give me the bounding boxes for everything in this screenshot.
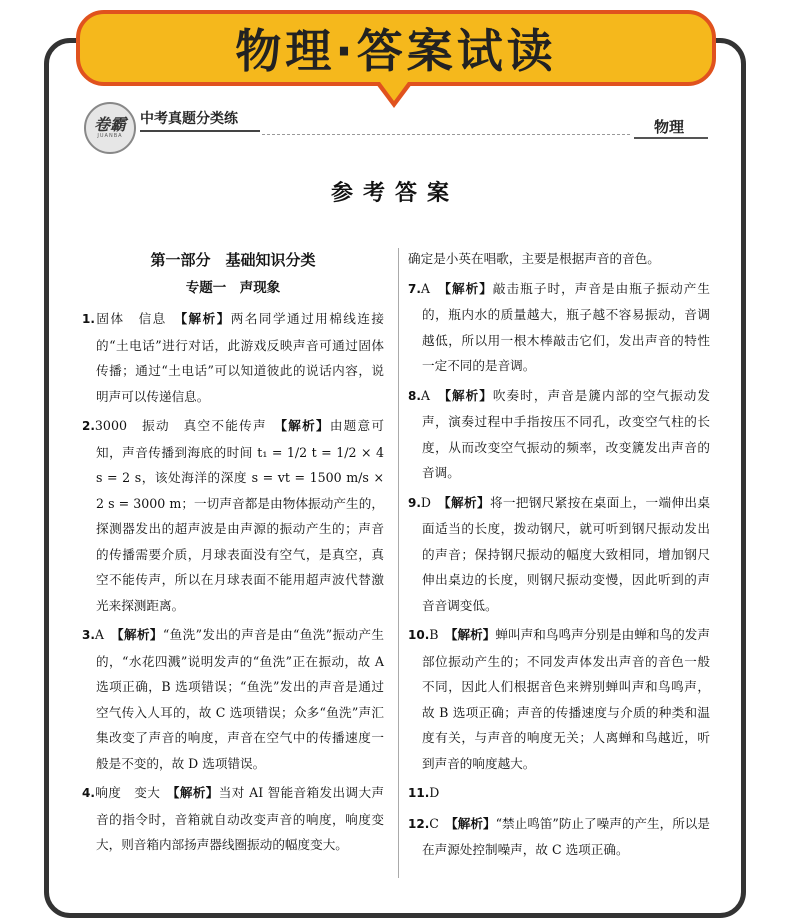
doc-title: 参考答案 bbox=[330, 181, 459, 206]
item-number: 9. bbox=[408, 495, 421, 510]
analysis-tag: 【解析】 bbox=[117, 627, 163, 642]
banner-pointer-fill bbox=[380, 82, 408, 101]
item-answer: D bbox=[429, 785, 440, 800]
left-column bbox=[82, 246, 384, 862]
answer-item-11 bbox=[408, 780, 710, 807]
answer-item-7 bbox=[408, 276, 710, 379]
item-answer: 响度 变大 bbox=[94, 785, 174, 800]
banner-title: 物理·答案试读 bbox=[235, 24, 557, 78]
title-banner bbox=[76, 10, 716, 86]
answer-item-10 bbox=[408, 622, 710, 776]
answer-item-3 bbox=[82, 622, 384, 776]
analysis-tag: 【解析】 bbox=[280, 418, 330, 433]
right-column bbox=[408, 246, 710, 867]
item-explanation: 由题意可知，声音传播到海底的时间 t₁ = 1/2 t = 1/2 × 4 s = 2 s，该处海洋的深度 s = vt = 1500 m/s × 2 s = 3000 m；一切声音都是由物体振动产生的，探测器发出的超声波是由声源的振动产生的；声音的传播需要介质，月球表面没有空气，是真空，真空不能传声，所以在月球表面不能用超声波代替激光来探测距离。 bbox=[96, 418, 384, 613]
analysis-tag: 【解析】 bbox=[444, 280, 493, 296]
answer-item-8 bbox=[408, 383, 710, 486]
analysis-tag: 【解析】 bbox=[173, 785, 219, 800]
analysis-tag: 【解析】 bbox=[180, 311, 231, 326]
logo-subtext: JUANBA bbox=[97, 133, 123, 139]
item-answer: 3000 振动 真空不能传声 bbox=[94, 418, 281, 433]
subject-underline bbox=[634, 137, 708, 139]
answer-item-1 bbox=[82, 306, 384, 409]
header-divider bbox=[262, 134, 630, 135]
item-answer: 固体 信息 bbox=[94, 311, 181, 326]
item-answer: A bbox=[420, 280, 445, 296]
item-explanation: 蝉叫声和鸟鸣声分别是由蝉和鸟的发声部位振动产生的；不同发声体发出声音的音色一般不同，因此人们根据音色来辨别蝉叫声和鸟鸣声，故 B 选项正确；声音的传播速度与介质的种类和温度有关，与声音的响度无关；人离蝉和鸟越近，听到声音的响度越大。 bbox=[422, 627, 710, 771]
item-number: 8. bbox=[408, 388, 421, 403]
answer-item-4 bbox=[82, 780, 384, 858]
brand-logo bbox=[84, 102, 136, 154]
answer-item-9 bbox=[408, 490, 710, 619]
series-underline bbox=[140, 130, 260, 132]
item-answer: A bbox=[94, 627, 118, 642]
item-answer: D bbox=[420, 494, 445, 510]
item-number: 7. bbox=[408, 281, 421, 296]
item-explanation: 两名同学通过用棉线连接的“土电话”进行对话，此游戏反映声音可通过固体传播；通过“土电话”可以知道彼此的说话内容，说明声可以传递信息。 bbox=[96, 311, 385, 404]
answer-item-2 bbox=[82, 413, 384, 618]
item-number: 10. bbox=[408, 628, 430, 642]
subject-tag: 物理 bbox=[654, 118, 685, 136]
item-explanation: “鱼洗”发出的声音是由“鱼洗”振动产生的，“水花四溅”说明发声的“鱼洗”正在振动，故 A 选项正确，B 选项错误；“鱼洗”发出的声音是通过空气传入人耳的，故 C 选项错误；众多“鱼洗”声汇集改变了声音的响度，声音在空气中的传播速度一般是不变的，故 D 选项错误。 bbox=[96, 627, 384, 771]
analysis-tag: 【解析】 bbox=[444, 494, 490, 510]
item-answer: A bbox=[420, 387, 445, 403]
item-number: 11. bbox=[408, 786, 430, 800]
item-explanation: “禁止鸣笛”防止了噪声的产生，所以是在声源处控制噪声，故 C 选项正确。 bbox=[422, 815, 710, 857]
item-answer: B bbox=[429, 627, 452, 642]
item-number: 4. bbox=[82, 786, 95, 800]
item-explanation: 当对 AI 智能音箱发出调大声音的指令时，音箱就自动改变声音的响度，响度变大，则音箱内部扬声器线圈振动的幅度变大。 bbox=[96, 785, 385, 852]
logo-text: 卷霸 bbox=[93, 115, 126, 134]
part-heading: 第一部分 基础知识分类 bbox=[150, 251, 316, 269]
column-divider bbox=[398, 248, 399, 878]
topic-heading: 专题一 声现象 bbox=[185, 280, 281, 296]
item-answer: C bbox=[429, 815, 452, 831]
item-explanation: 敲击瓶子时，声音是由瓶子振动产生的，瓶内水的质量越大，瓶子越不容易振动，音调越低，所以用一根木棒敲击它们，发出声音的特性一定不同的是音调。 bbox=[422, 280, 710, 373]
item-number: 3. bbox=[82, 628, 95, 642]
analysis-tag: 【解析】 bbox=[444, 387, 493, 403]
analysis-tag: 【解析】 bbox=[451, 627, 496, 642]
item-number: 12. bbox=[408, 816, 430, 831]
item-explanation: 吹奏时，声音是篪内部的空气振动发声，演奏过程中手指按压不同孔，改变空气柱的长度，从而改变空气振动的频率，改变篪发出声音的音调。 bbox=[422, 387, 710, 480]
item-explanation: 将一把钢尺紧按在桌面上，一端伸出桌面适当的长度，拨动钢尺，就可听到钢尺振动发出的声音；保持钢尺振动的幅度大致相同，增加钢尺伸出桌边的长度，则钢尺振动变慢，因此听到的声音音调变低。 bbox=[422, 494, 710, 613]
analysis-tag: 【解析】 bbox=[451, 815, 496, 831]
series-name: 中考真题分类练 bbox=[140, 111, 238, 127]
continued-text: 确定是小英在唱歌，主要是根据声音的音色。 bbox=[408, 251, 660, 266]
answer-item-12 bbox=[408, 811, 710, 863]
item-number: 2. bbox=[82, 419, 95, 433]
item-number: 1. bbox=[82, 312, 95, 326]
